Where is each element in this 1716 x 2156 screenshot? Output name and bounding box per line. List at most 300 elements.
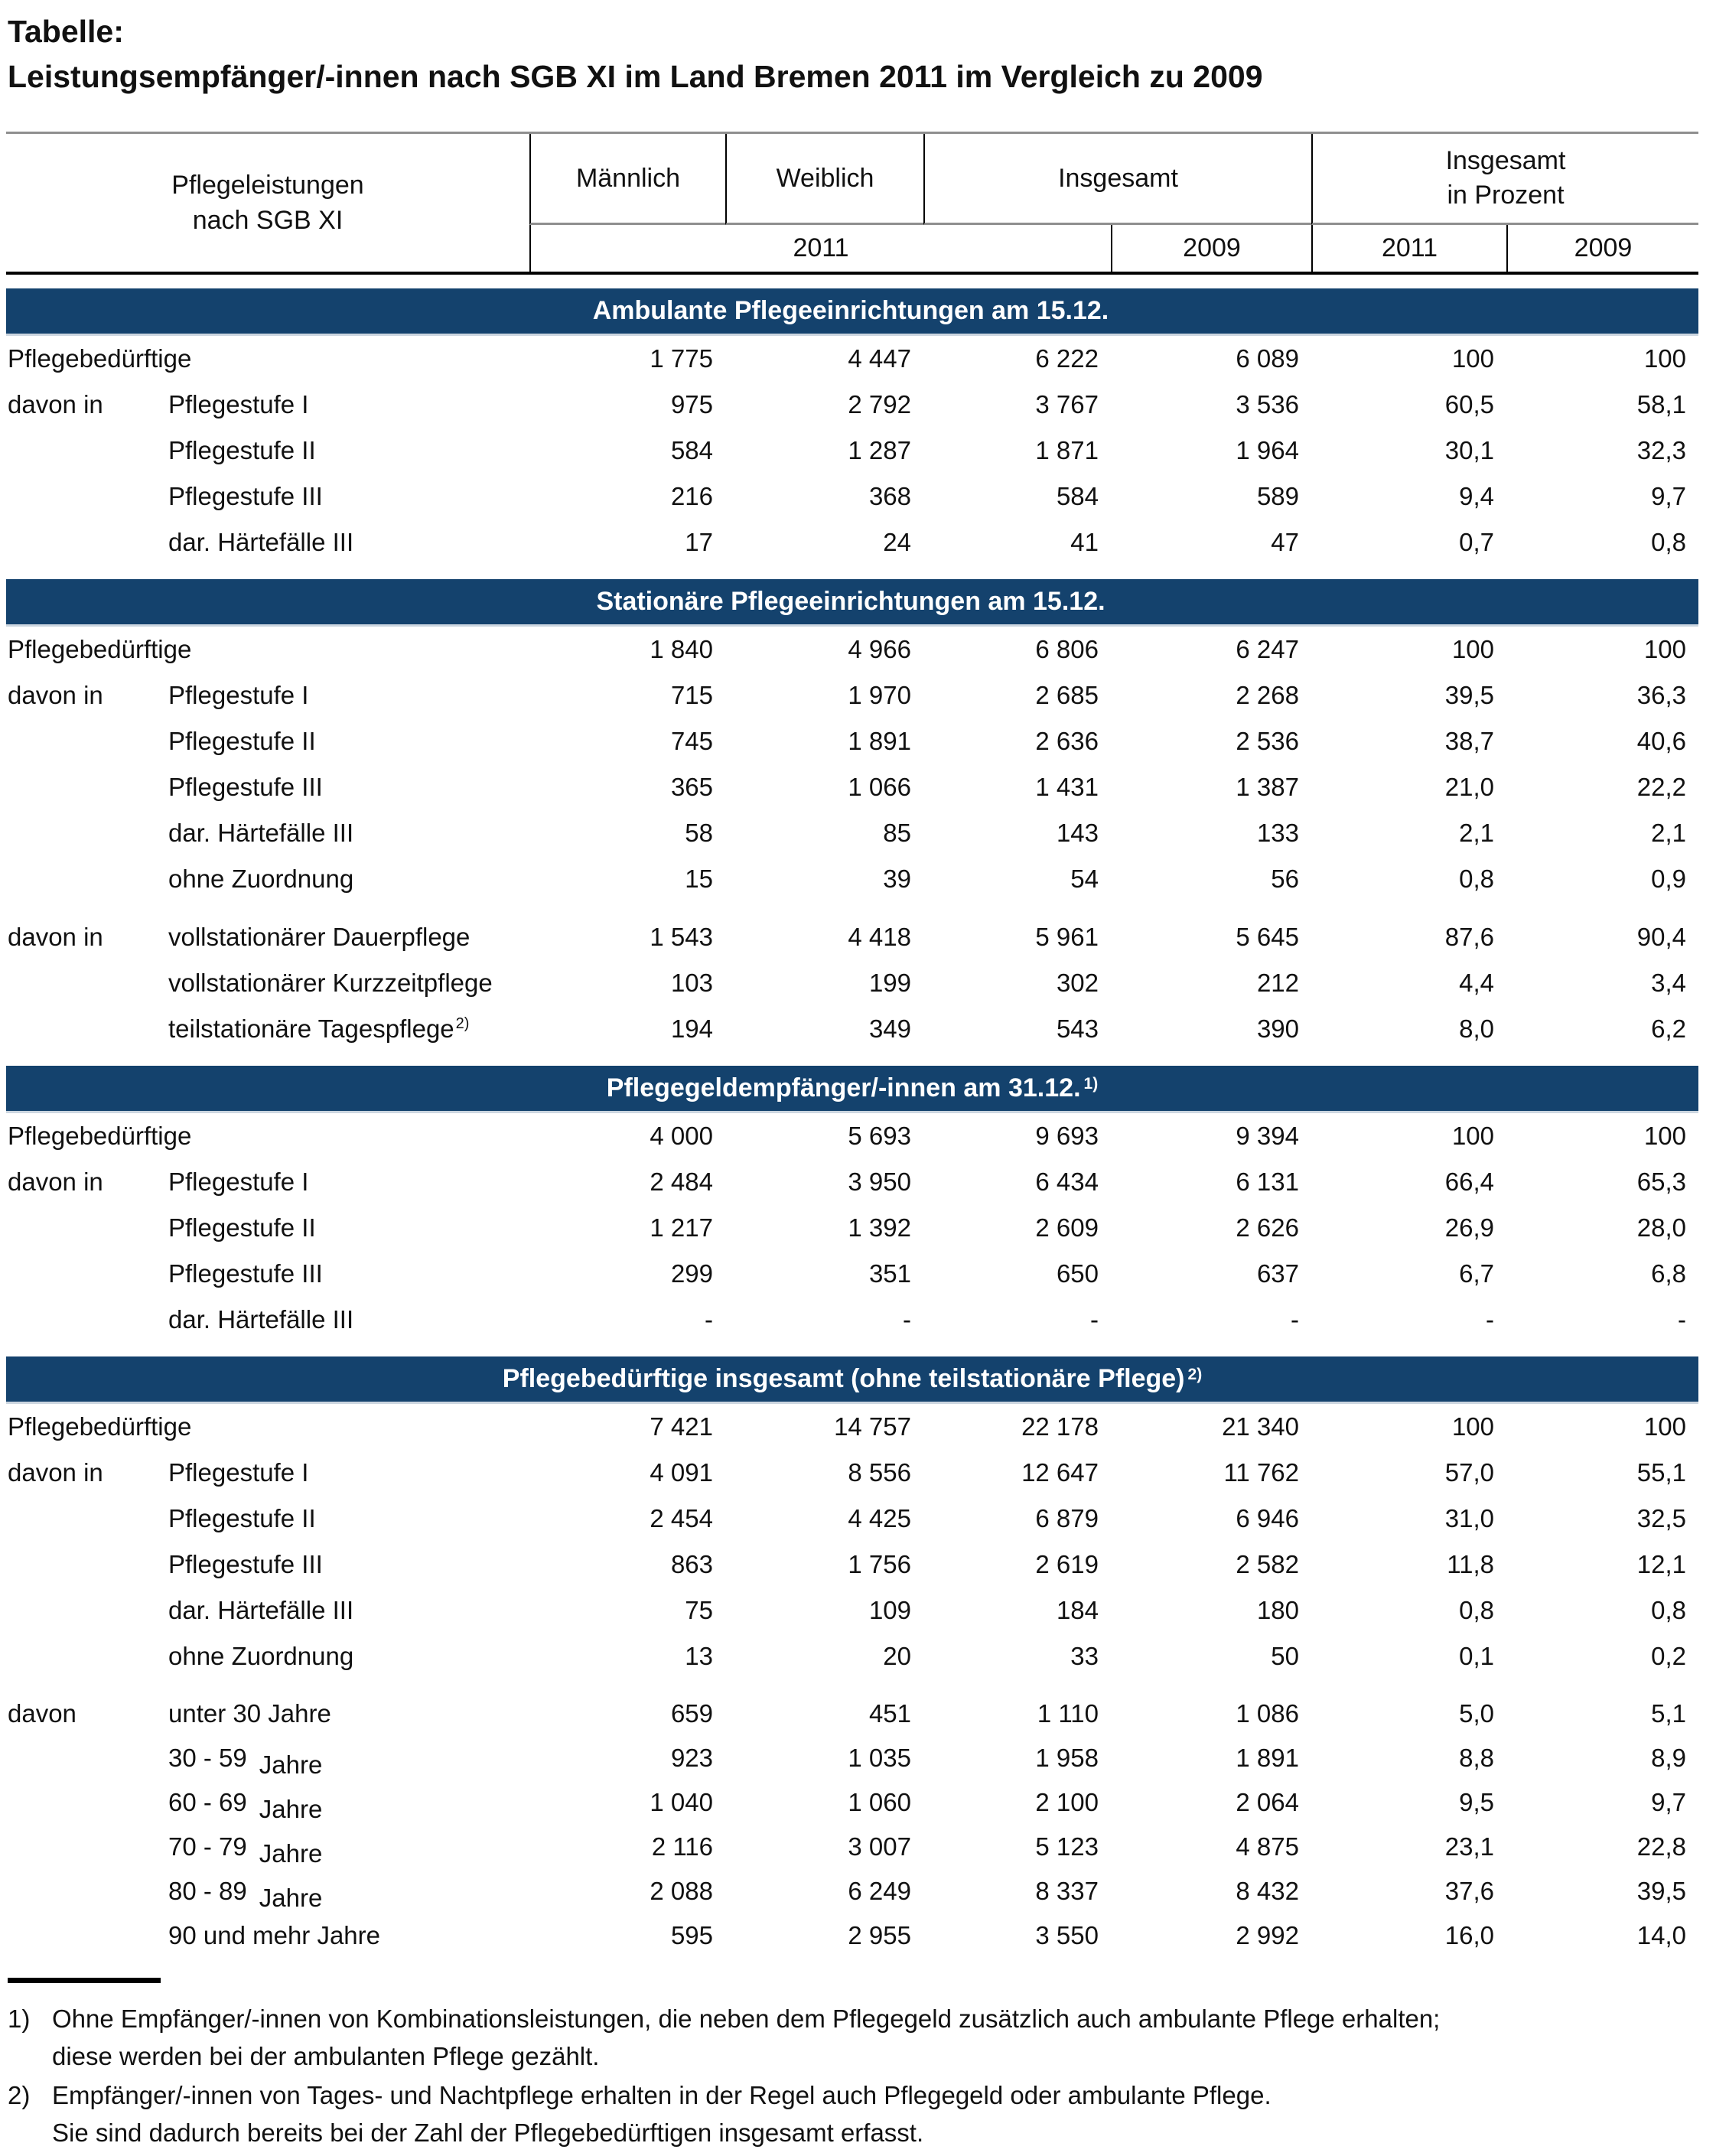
stub-line1: Pflegeleistungen bbox=[171, 171, 364, 200]
cell-weiblich-2011: 4 425 bbox=[848, 1504, 911, 1532]
table-row bbox=[6, 1297, 1698, 1343]
row-label-text: Pflegestufe II bbox=[168, 1504, 316, 1532]
cell-insgesamt-2009: 2 992 bbox=[1236, 1921, 1299, 1949]
row-label bbox=[8, 1412, 193, 1441]
row-label bbox=[168, 773, 324, 802]
cell-prozent-2009: 0,8 bbox=[1651, 1596, 1686, 1624]
row-label-unit: Jahre bbox=[259, 1795, 323, 1823]
cell-insgesamt-2011: 33 bbox=[1070, 1642, 1099, 1670]
row-label-cell bbox=[6, 1588, 529, 1633]
cell-prozent-2011: 5,0 bbox=[1459, 1699, 1494, 1728]
row-label-cell bbox=[6, 960, 529, 1006]
footnotes bbox=[8, 2000, 1716, 2151]
row-label-cell bbox=[6, 382, 529, 428]
row-label-text: Pflegestufe I bbox=[168, 1458, 309, 1487]
cell-prozent-2009: 100 bbox=[1643, 635, 1686, 663]
cell-insgesamt-2009: 1 086 bbox=[1236, 1699, 1299, 1728]
cell-weiblich-2011: 4 418 bbox=[848, 923, 911, 951]
cell-prozent-2011: 6,7 bbox=[1459, 1259, 1494, 1288]
cell-prozent-2009: 6,8 bbox=[1651, 1259, 1686, 1288]
cell-maennlich-2011: 715 bbox=[670, 681, 713, 709]
cell-maennlich-2011: 13 bbox=[685, 1642, 713, 1670]
cell-maennlich-2011: 863 bbox=[670, 1550, 713, 1578]
row-label bbox=[168, 1877, 324, 1912]
cell-insgesamt-2009: 50 bbox=[1271, 1642, 1299, 1670]
row-label-text: Pflegestufe II bbox=[168, 727, 316, 755]
cell-insgesamt-2011: 543 bbox=[1056, 1014, 1099, 1043]
cell-insgesamt-2009: 2 582 bbox=[1236, 1550, 1299, 1578]
cell-insgesamt-2009: 2 268 bbox=[1236, 681, 1299, 709]
row-label-text: Pflegestufe III bbox=[168, 1259, 323, 1288]
table-row bbox=[6, 914, 1698, 960]
cell-insgesamt-2009: 6 089 bbox=[1236, 344, 1299, 373]
row-label bbox=[168, 482, 324, 511]
row-label bbox=[168, 1642, 355, 1671]
cell-prozent-2011: 23,1 bbox=[1444, 1832, 1494, 1861]
row-label-text: 30 - 59 bbox=[168, 1744, 247, 1772]
year-header-2011: 2011 bbox=[529, 225, 1111, 272]
cell-insgesamt-2011: 8 337 bbox=[1035, 1877, 1099, 1905]
cell-prozent-2009: 0,8 bbox=[1651, 528, 1686, 556]
cell-maennlich-2011: 4 000 bbox=[650, 1122, 713, 1150]
cell-maennlich-2011: 745 bbox=[670, 727, 713, 755]
cell-maennlich-2011: 1 543 bbox=[650, 923, 713, 951]
cell-weiblich-2011: 1 392 bbox=[848, 1213, 911, 1242]
cell-maennlich-2011: 17 bbox=[685, 528, 713, 556]
cell-prozent-2011: 38,7 bbox=[1444, 727, 1494, 755]
cell-insgesamt-2011: 302 bbox=[1056, 969, 1099, 997]
cell-prozent-2011: 37,6 bbox=[1444, 1877, 1494, 1905]
row-label-text: Pflegestufe I bbox=[168, 1168, 309, 1196]
table-row bbox=[6, 1159, 1698, 1205]
row-group bbox=[6, 336, 1698, 565]
table-row bbox=[6, 428, 1698, 474]
cell-insgesamt-2011: 143 bbox=[1056, 819, 1099, 847]
cell-weiblich-2011: 4 966 bbox=[848, 635, 911, 663]
cell-weiblich-2011: 85 bbox=[883, 819, 911, 847]
cell-insgesamt-2011: 2 100 bbox=[1035, 1788, 1099, 1816]
cell-insgesamt-2009: 2 626 bbox=[1236, 1213, 1299, 1242]
cell-weiblich-2011: 1 060 bbox=[848, 1788, 911, 1816]
row-label bbox=[168, 1504, 317, 1533]
table-row bbox=[6, 1205, 1698, 1251]
footnote-marker: 1) bbox=[8, 2005, 31, 2033]
cell-insgesamt-2009: 8 432 bbox=[1236, 1877, 1299, 1905]
cell-weiblich-2011: 1 756 bbox=[848, 1550, 911, 1578]
cell-insgesamt-2009: 5 645 bbox=[1236, 923, 1299, 951]
row-label-cell bbox=[6, 1496, 529, 1542]
row-label-unit: Jahre bbox=[259, 1839, 323, 1868]
cell-weiblich-2011: 14 757 bbox=[834, 1412, 911, 1441]
section-title: Stationäre Pflegeeinrichtungen am 15.12. bbox=[596, 587, 1105, 616]
row-label-cell bbox=[6, 1633, 529, 1679]
table-row bbox=[6, 764, 1698, 810]
table-row bbox=[6, 382, 1698, 428]
table-row bbox=[6, 673, 1698, 718]
footnote-line: Sie sind dadurch bereits bei der Zahl der Pflegebedürftigen insgesamt erfasst. bbox=[52, 2119, 924, 2147]
cell-weiblich-2011: 368 bbox=[868, 482, 911, 510]
row-label bbox=[168, 865, 355, 894]
cell-insgesamt-2009: 56 bbox=[1271, 865, 1299, 893]
row-label-text: dar. Härtefälle III bbox=[168, 1305, 354, 1334]
cell-insgesamt-2011: 184 bbox=[1056, 1596, 1099, 1624]
table-row bbox=[6, 519, 1698, 565]
cell-insgesamt-2011: 41 bbox=[1070, 528, 1099, 556]
row-label-text: ohne Zuordnung bbox=[168, 865, 354, 893]
row-prefix: davon in bbox=[8, 1458, 103, 1487]
row-label bbox=[168, 436, 317, 465]
row-label-text: 80 - 89 bbox=[168, 1877, 247, 1905]
cell-insgesamt-2009: 11 762 bbox=[1223, 1458, 1299, 1487]
section-title: Pflegegeldempfänger/-innen am 31.12. bbox=[606, 1073, 1081, 1102]
column-header-maennlich: Männlich bbox=[529, 134, 725, 225]
cell-prozent-2011: 31,0 bbox=[1444, 1504, 1494, 1532]
cell-insgesamt-2011: 1 110 bbox=[1037, 1699, 1099, 1728]
cell-insgesamt-2011: 1 871 bbox=[1035, 436, 1099, 464]
cell-maennlich-2011: 7 421 bbox=[650, 1412, 713, 1441]
table-row bbox=[6, 718, 1698, 764]
cell-insgesamt-2009: 4 875 bbox=[1236, 1832, 1299, 1861]
cell-insgesamt-2011: 6 806 bbox=[1035, 635, 1099, 663]
row-label-cell bbox=[6, 1006, 529, 1052]
row-label bbox=[168, 1744, 324, 1779]
row-label-cell bbox=[6, 1825, 529, 1869]
cell-insgesamt-2009: 2 536 bbox=[1236, 727, 1299, 755]
row-label bbox=[168, 969, 494, 998]
cell-prozent-2011: 57,0 bbox=[1444, 1458, 1494, 1487]
cell-prozent-2011: 100 bbox=[1451, 1412, 1494, 1441]
row-footnote-ref: 2) bbox=[455, 1015, 470, 1032]
cell-prozent-2009: 8,9 bbox=[1651, 1744, 1686, 1772]
row-label-cell bbox=[6, 336, 529, 382]
cell-prozent-2009: 9,7 bbox=[1651, 482, 1686, 510]
cell-insgesamt-2011: 3 550 bbox=[1035, 1921, 1099, 1949]
table-row bbox=[6, 336, 1698, 382]
cell-weiblich-2011: 1 287 bbox=[848, 436, 911, 464]
cell-maennlich-2011: 659 bbox=[670, 1699, 713, 1728]
row-label-text: 70 - 79 bbox=[168, 1832, 247, 1861]
column-header-insgesamt-prozent bbox=[1311, 134, 1698, 225]
table-row bbox=[6, 1542, 1698, 1588]
cell-maennlich-2011: 1 775 bbox=[650, 344, 713, 373]
row-label-cell bbox=[6, 1542, 529, 1588]
cell-maennlich-2011: 1 217 bbox=[650, 1213, 713, 1242]
cell-prozent-2011: 39,5 bbox=[1444, 681, 1494, 709]
column-header-insgesamt: Insgesamt bbox=[923, 134, 1311, 225]
cell-insgesamt-2011: 2 619 bbox=[1035, 1550, 1099, 1578]
cell-maennlich-2011: 2 088 bbox=[650, 1877, 713, 1905]
table-row bbox=[6, 1736, 1698, 1780]
cell-prozent-2011: 0,7 bbox=[1459, 528, 1494, 556]
cell-insgesamt-2009: 47 bbox=[1271, 528, 1299, 556]
table-row bbox=[6, 1496, 1698, 1542]
cell-prozent-2011: 26,9 bbox=[1444, 1213, 1494, 1242]
cell-maennlich-2011: 15 bbox=[685, 865, 713, 893]
footnote bbox=[8, 2076, 1716, 2151]
cell-prozent-2009: 28,0 bbox=[1636, 1213, 1686, 1242]
table-row bbox=[6, 474, 1698, 519]
row-prefix: davon in bbox=[8, 1168, 103, 1196]
cell-maennlich-2011: 58 bbox=[685, 819, 713, 847]
cell-prozent-2009: 32,3 bbox=[1636, 436, 1686, 464]
cell-prozent-2009: 55,1 bbox=[1636, 1458, 1686, 1487]
page-title: Tabelle: bbox=[8, 14, 124, 49]
row-label-text: Pflegebedürftige bbox=[8, 635, 192, 663]
cell-insgesamt-2011: - bbox=[1090, 1305, 1099, 1334]
year-header-prozent-2009: 2009 bbox=[1506, 225, 1698, 272]
row-label-text: dar. Härtefälle III bbox=[168, 1596, 354, 1624]
table-row bbox=[6, 1588, 1698, 1633]
cell-prozent-2009: 100 bbox=[1643, 1412, 1686, 1441]
row-label bbox=[8, 635, 193, 664]
cell-weiblich-2011: 109 bbox=[868, 1596, 911, 1624]
footnote-line: Ohne Empfänger/-innen von Kombinationsleistungen, die neben dem Pflegegeld zusätzlich auch ambulante Pflege erhalten; bbox=[52, 2005, 1441, 2033]
cell-prozent-2009: 65,3 bbox=[1636, 1168, 1686, 1196]
cell-maennlich-2011: 2 484 bbox=[650, 1168, 713, 1196]
cell-prozent-2009: 2,1 bbox=[1651, 819, 1686, 847]
row-prefix: davon in bbox=[8, 923, 103, 951]
cell-prozent-2009: 0,9 bbox=[1651, 865, 1686, 893]
row-label-text: 90 und mehr Jahre bbox=[168, 1921, 381, 1949]
cell-insgesamt-2009: 637 bbox=[1256, 1259, 1299, 1288]
cell-maennlich-2011: 584 bbox=[670, 436, 713, 464]
cell-prozent-2009: 22,8 bbox=[1636, 1832, 1686, 1861]
cell-prozent-2011: 11,8 bbox=[1447, 1550, 1494, 1578]
cell-prozent-2011: 0,8 bbox=[1459, 1596, 1494, 1624]
year-header-2009: 2009 bbox=[1111, 225, 1311, 272]
row-group bbox=[6, 1692, 1698, 1958]
row-label bbox=[168, 819, 355, 848]
row-label-cell bbox=[6, 1780, 529, 1825]
row-label-text: Pflegestufe III bbox=[168, 773, 323, 801]
row-label-text: ohne Zuordnung bbox=[168, 1642, 354, 1670]
row-label-cell bbox=[6, 627, 529, 673]
footnote-line: Empfänger/-innen von Tages- und Nachtpflege erhalten in der Regel auch Pflegegeld oder ambulante Pflege. bbox=[52, 2081, 1272, 2109]
row-label-cell bbox=[6, 428, 529, 474]
row-label-text: Pflegebedürftige bbox=[8, 1412, 192, 1441]
cell-insgesamt-2011: 584 bbox=[1056, 482, 1099, 510]
cell-prozent-2009: 12,1 bbox=[1636, 1550, 1686, 1578]
table-row bbox=[6, 1869, 1698, 1913]
cell-prozent-2011: 21,0 bbox=[1444, 773, 1494, 801]
table-row bbox=[6, 1251, 1698, 1297]
footnote bbox=[8, 2000, 1716, 2075]
cell-prozent-2011: 100 bbox=[1451, 344, 1494, 373]
row-label-cell bbox=[6, 1692, 529, 1736]
row-label-cell bbox=[6, 1404, 529, 1450]
cell-maennlich-2011: 2 454 bbox=[650, 1504, 713, 1532]
cell-insgesamt-2009: 390 bbox=[1256, 1014, 1299, 1043]
cell-prozent-2011: 30,1 bbox=[1444, 436, 1494, 464]
cell-weiblich-2011: 451 bbox=[868, 1699, 911, 1728]
table-row bbox=[6, 1404, 1698, 1450]
row-label-cell bbox=[6, 519, 529, 565]
cell-prozent-2009: 36,3 bbox=[1636, 681, 1686, 709]
cell-prozent-2009: 100 bbox=[1643, 1122, 1686, 1150]
cell-prozent-2009: - bbox=[1678, 1305, 1686, 1334]
row-label-cell bbox=[6, 856, 529, 902]
cell-weiblich-2011: 4 447 bbox=[848, 344, 911, 373]
row-label bbox=[168, 1788, 324, 1823]
cell-insgesamt-2009: - bbox=[1291, 1305, 1299, 1334]
row-label-text: Pflegestufe II bbox=[168, 436, 316, 464]
cell-insgesamt-2009: 3 536 bbox=[1236, 390, 1299, 418]
row-label-cell bbox=[6, 1736, 529, 1780]
cell-prozent-2009: 14,0 bbox=[1636, 1921, 1686, 1949]
section-bar bbox=[6, 1356, 1698, 1404]
footnote-text bbox=[52, 2000, 1716, 2075]
row-label bbox=[168, 1458, 310, 1487]
cell-insgesamt-2009: 180 bbox=[1256, 1596, 1299, 1624]
row-label-cell bbox=[6, 914, 529, 960]
cell-insgesamt-2009: 6 946 bbox=[1236, 1504, 1299, 1532]
cell-prozent-2011: 8,0 bbox=[1459, 1014, 1494, 1043]
table-row bbox=[6, 1113, 1698, 1159]
cell-insgesamt-2011: 9 693 bbox=[1035, 1122, 1099, 1150]
cell-prozent-2009: 100 bbox=[1643, 344, 1686, 373]
row-group bbox=[6, 1113, 1698, 1343]
row-label-text: Pflegestufe III bbox=[168, 482, 323, 510]
cell-prozent-2011: 8,8 bbox=[1459, 1744, 1494, 1772]
cell-prozent-2011: 9,4 bbox=[1459, 482, 1494, 510]
table-row bbox=[6, 810, 1698, 856]
row-label-unit: Jahre bbox=[259, 1884, 323, 1912]
table-body bbox=[0, 288, 1716, 1958]
cell-prozent-2009: 0,2 bbox=[1651, 1642, 1686, 1670]
table-row bbox=[6, 1913, 1698, 1958]
cell-weiblich-2011: 20 bbox=[883, 1642, 911, 1670]
cell-insgesamt-2009: 2 064 bbox=[1236, 1788, 1299, 1816]
row-label-cell bbox=[6, 1297, 529, 1343]
cell-maennlich-2011: 75 bbox=[685, 1596, 713, 1624]
row-label-cell bbox=[6, 474, 529, 519]
cell-prozent-2009: 32,5 bbox=[1636, 1504, 1686, 1532]
row-label-text: 60 - 69 bbox=[168, 1788, 247, 1816]
cell-maennlich-2011: - bbox=[705, 1305, 713, 1334]
table-row bbox=[6, 1780, 1698, 1825]
row-group bbox=[6, 914, 1698, 1052]
section-bar bbox=[6, 579, 1698, 627]
row-label bbox=[168, 1305, 355, 1334]
row-label bbox=[168, 1259, 324, 1288]
section-bar bbox=[6, 1066, 1698, 1113]
cell-weiblich-2011: 199 bbox=[868, 969, 911, 997]
cell-weiblich-2011: 24 bbox=[883, 528, 911, 556]
cell-prozent-2011: 9,5 bbox=[1459, 1788, 1494, 1816]
cell-prozent-2011: 87,6 bbox=[1444, 923, 1494, 951]
table-row bbox=[6, 1633, 1698, 1679]
column-header bbox=[6, 132, 1698, 275]
cell-insgesamt-2009: 21 340 bbox=[1222, 1412, 1299, 1441]
cell-weiblich-2011: 5 693 bbox=[848, 1122, 911, 1150]
cell-weiblich-2011: 349 bbox=[868, 1014, 911, 1043]
footnote-marker: 2) bbox=[8, 2081, 31, 2109]
row-label-cell bbox=[6, 673, 529, 718]
row-label-text: Pflegebedürftige bbox=[8, 344, 192, 373]
row-group bbox=[6, 1404, 1698, 1679]
cell-weiblich-2011: 8 556 bbox=[848, 1458, 911, 1487]
cell-prozent-2011: 0,8 bbox=[1459, 865, 1494, 893]
cell-maennlich-2011: 299 bbox=[670, 1259, 713, 1288]
cell-prozent-2009: 22,2 bbox=[1636, 773, 1686, 801]
row-label bbox=[8, 344, 193, 373]
row-label-cell bbox=[6, 1159, 529, 1205]
section-bar bbox=[6, 288, 1698, 336]
cell-weiblich-2011: 2 955 bbox=[848, 1921, 911, 1949]
cell-maennlich-2011: 194 bbox=[670, 1014, 713, 1043]
cell-insgesamt-2011: 650 bbox=[1056, 1259, 1099, 1288]
cell-prozent-2009: 40,6 bbox=[1636, 727, 1686, 755]
row-label-text: vollstationärer Dauerpflege bbox=[168, 923, 471, 951]
cell-insgesamt-2011: 5 123 bbox=[1035, 1832, 1099, 1861]
cell-insgesamt-2009: 6 131 bbox=[1236, 1168, 1299, 1196]
cell-insgesamt-2011: 22 178 bbox=[1021, 1412, 1099, 1441]
cell-weiblich-2011: 1 970 bbox=[848, 681, 911, 709]
cell-prozent-2009: 6,2 bbox=[1651, 1014, 1686, 1043]
cell-prozent-2009: 9,7 bbox=[1651, 1788, 1686, 1816]
table-row bbox=[6, 856, 1698, 902]
prozent-line2: in Prozent bbox=[1447, 181, 1565, 210]
table-row bbox=[6, 1825, 1698, 1869]
cell-prozent-2011: 60,5 bbox=[1444, 390, 1494, 418]
cell-maennlich-2011: 2 116 bbox=[651, 1832, 713, 1861]
row-label-text: vollstationärer Kurzzeitpflege bbox=[168, 969, 493, 997]
row-label-cell bbox=[6, 1251, 529, 1297]
cell-insgesamt-2009: 589 bbox=[1256, 482, 1299, 510]
row-label-text: unter 30 Jahre bbox=[168, 1699, 331, 1728]
cell-weiblich-2011: 3 950 bbox=[848, 1168, 911, 1196]
cell-insgesamt-2009: 1 891 bbox=[1236, 1744, 1299, 1772]
section-title: Ambulante Pflegeeinrichtungen am 15.12. bbox=[592, 296, 1109, 325]
cell-weiblich-2011: 1 891 bbox=[848, 727, 911, 755]
prozent-line1: Insgesamt bbox=[1445, 146, 1566, 175]
row-label bbox=[168, 1699, 333, 1728]
row-label-unit: Jahre bbox=[259, 1751, 323, 1779]
column-header-stub bbox=[6, 134, 529, 272]
table-row bbox=[6, 1692, 1698, 1736]
cell-insgesamt-2011: 1 958 bbox=[1035, 1744, 1099, 1772]
table-row bbox=[6, 960, 1698, 1006]
cell-insgesamt-2009: 1 964 bbox=[1236, 436, 1299, 464]
cell-insgesamt-2011: 6 434 bbox=[1035, 1168, 1099, 1196]
row-label-text: Pflegestufe II bbox=[168, 1213, 316, 1242]
row-label-text: Pflegestufe I bbox=[168, 681, 309, 709]
cell-weiblich-2011: 1 035 bbox=[848, 1744, 911, 1772]
cell-prozent-2009: 39,5 bbox=[1636, 1877, 1686, 1905]
cell-maennlich-2011: 365 bbox=[670, 773, 713, 801]
row-label-text: Pflegebedürftige bbox=[8, 1122, 192, 1150]
row-label bbox=[168, 1168, 310, 1197]
cell-maennlich-2011: 1 840 bbox=[650, 635, 713, 663]
section-title: Pflegebedürftige insgesamt (ohne teilstationäre Pflege) bbox=[502, 1364, 1185, 1393]
row-label bbox=[8, 1122, 193, 1151]
cell-prozent-2011: 100 bbox=[1451, 1122, 1494, 1150]
row-label-text: teilstationäre Tagespflege bbox=[168, 1014, 454, 1043]
cell-prozent-2009: 5,1 bbox=[1651, 1699, 1686, 1728]
cell-prozent-2011: 2,1 bbox=[1459, 819, 1494, 847]
row-label-cell bbox=[6, 718, 529, 764]
cell-insgesamt-2011: 12 647 bbox=[1021, 1458, 1099, 1487]
cell-weiblich-2011: 1 066 bbox=[848, 773, 911, 801]
cell-weiblich-2011: 3 007 bbox=[848, 1832, 911, 1861]
cell-insgesamt-2009: 133 bbox=[1256, 819, 1299, 847]
cell-prozent-2011: - bbox=[1486, 1305, 1494, 1334]
row-label bbox=[168, 1832, 324, 1868]
cell-maennlich-2011: 4 091 bbox=[650, 1458, 713, 1487]
cell-insgesamt-2011: 6 879 bbox=[1035, 1504, 1099, 1532]
row-label bbox=[168, 528, 355, 557]
cell-insgesamt-2009: 212 bbox=[1256, 969, 1299, 997]
